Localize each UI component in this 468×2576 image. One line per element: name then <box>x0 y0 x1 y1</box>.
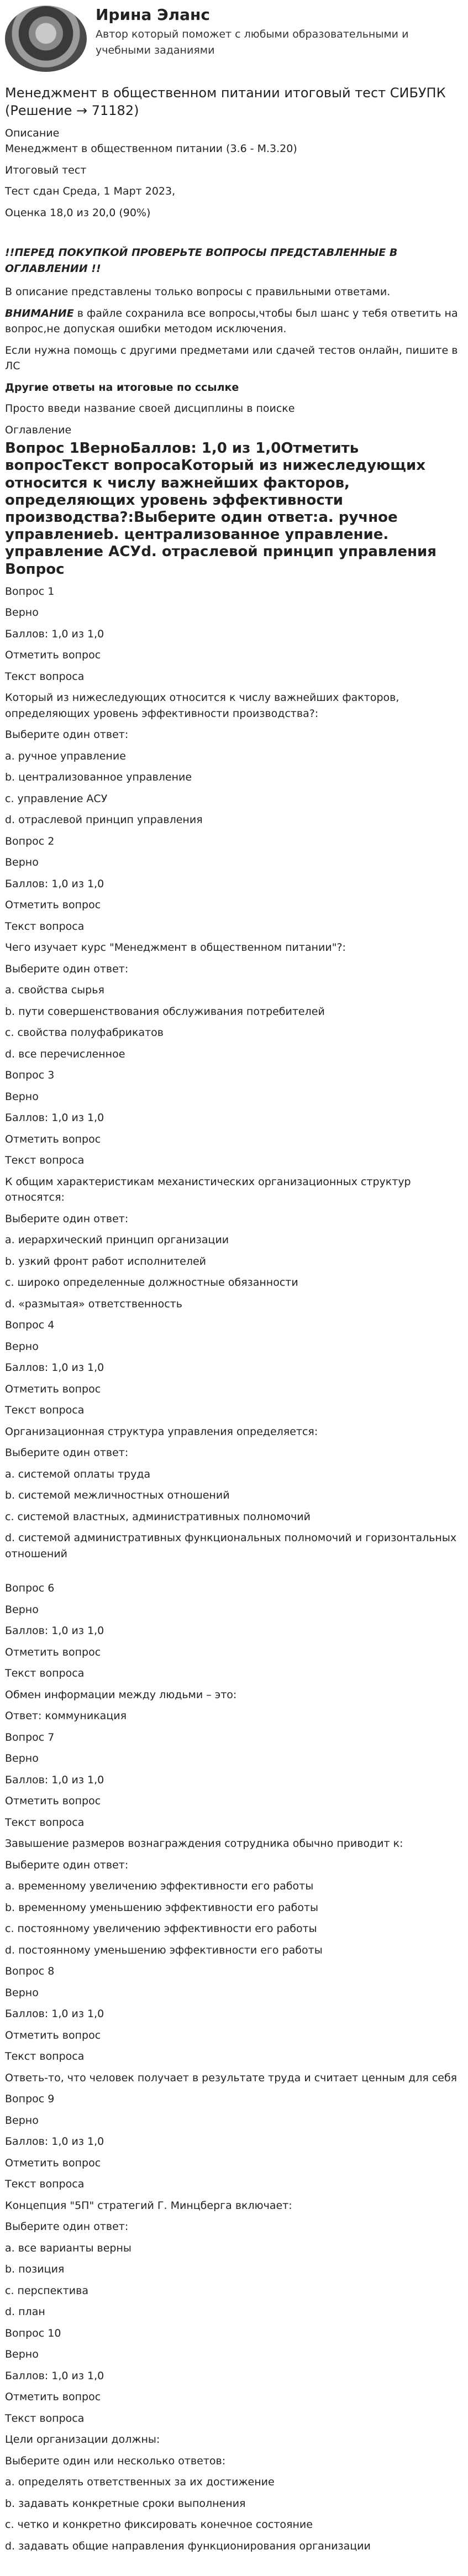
question-line: Верно <box>5 856 39 869</box>
question-line: b. позиция <box>5 2263 65 2276</box>
question-line: Выберите один ответ: <box>5 962 129 975</box>
question-line: d. план <box>5 2306 45 2318</box>
other-answers-link[interactable]: Другие ответы на итоговые по ссылке <box>5 381 239 394</box>
questions-list <box>5 584 462 2554</box>
question-line: d. системой административных функциональных полномочий и горизонтальных отношений <box>5 1532 457 1560</box>
question-line: b. узкий фронт работ исполнителей <box>5 1255 207 1268</box>
question-line: Вопрос 10 <box>5 2327 61 2339</box>
question-line: Баллов: 1,0 из 1,0 <box>5 1625 104 1637</box>
question-line: Верно <box>5 2348 39 2361</box>
question-line: Текст вопроса <box>5 1404 85 1417</box>
test-grade: Оценка 18,0 из 20,0 (90%) <box>5 206 151 219</box>
question-line: Текст вопроса <box>5 2412 85 2425</box>
question-line: Вопрос 4 <box>5 1319 55 1332</box>
question-block <box>5 1580 462 1724</box>
question-line: b. пути совершенствования обслуживания потребителей <box>5 1005 325 1018</box>
question-line: Вопрос 2 <box>5 835 55 847</box>
question-line: Вопрос 6 <box>5 1582 55 1595</box>
test-name: Итоговый тест <box>5 164 87 176</box>
question-line: c. четко и конкретно фиксировать конечное состояние <box>5 2519 313 2531</box>
question-line: К общим характеристикам механистических организационных структур относятся: <box>5 1175 411 1204</box>
attention-text: в файле сохранила все вопросы,чтобы был шанс у тебя ответить на вопрос,не допуская ошибки методом исключения. <box>5 307 458 336</box>
question-block <box>5 1730 462 1959</box>
question-line: a. определять ответственных за их достижение <box>5 2476 275 2489</box>
question-line: Верно <box>5 1090 39 1103</box>
question-line: a. временному увеличению эффективности его работы <box>5 1880 314 1893</box>
question-line: Отметить вопрос <box>5 2391 101 2404</box>
question-line: Отметить вопрос <box>5 1133 101 1145</box>
question-line: d. отраслевой принцип управления <box>5 814 203 826</box>
question-line: Текст вопроса <box>5 2050 85 2063</box>
question-line: Текст вопроса <box>5 670 85 683</box>
question-line: c. широко определенные должностные обязанности <box>5 1276 298 1289</box>
author-card <box>5 6 462 75</box>
question-line: d. все перечисленное <box>5 1048 125 1060</box>
question-line: Верно <box>5 1603 39 1616</box>
help-note: Если нужна помощь с другими предметами или сдачей тестов онлайн, пишите в ЛС <box>5 344 458 373</box>
question-line: Вопрос 7 <box>5 1731 55 1743</box>
question-line: a. ручное управление <box>5 750 126 762</box>
question-line: c. свойства полуфабрикатов <box>5 1027 164 1039</box>
question-line: Баллов: 1,0 из 1,0 <box>5 2135 104 2148</box>
question-line: Ответь-то, что человек получает в результате труда и считает ценным для себя <box>5 2071 458 2084</box>
question-line: Цели организации должны: <box>5 2433 160 2446</box>
question-line: Отметить вопрос <box>5 1383 101 1395</box>
question-line: Текст вопроса <box>5 1816 85 1829</box>
test-submitted: Тест сдан Среда, 1 Март 2023, <box>5 185 176 198</box>
question-line: Выберите один ответ: <box>5 1858 129 1871</box>
question-line: Верно <box>5 1340 39 1353</box>
description-value: Менеджмент в общественном питании (3.6 - М.3.20) <box>5 143 297 155</box>
question-block <box>5 584 462 828</box>
question-line: Текст вопроса <box>5 920 85 933</box>
question-line: Отметить вопрос <box>5 649 101 662</box>
question-line: Выберите один ответ: <box>5 729 129 741</box>
question-line: Обмен информации между людьми – это: <box>5 1688 237 1701</box>
question-line: Вопрос 9 <box>5 2093 55 2106</box>
question-line: Который из нижеследующих относится к числу важнейших факторов, определяющих уровень эффективности производства?: <box>5 692 399 720</box>
page-title: Менеджмент в общественном питании итоговый тест СИБУПК (Решение → 71182) <box>5 85 446 119</box>
question-line: Организационная структура управления определяется: <box>5 1425 318 1438</box>
question-line: Текст вопроса <box>5 2178 85 2191</box>
attention-note <box>5 306 462 337</box>
question-line: d. «размытая» ответственность <box>5 1297 182 1310</box>
question-line: Баллов: 1,0 из 1,0 <box>5 2369 104 2382</box>
question-line: b. системой межличностных отношений <box>5 1489 230 1502</box>
question-line: Завышение размеров вознаграждения сотрудника обычно приводит к: <box>5 1837 403 1850</box>
question-line: Отметить вопрос <box>5 899 101 912</box>
spacer <box>5 226 462 245</box>
search-hint: Просто введи название своей дисциплины в поиске <box>5 402 295 415</box>
author-name[interactable]: Ирина Эланс <box>96 6 210 24</box>
question-line: Вопрос 8 <box>5 1965 55 1978</box>
question-line: Отметить вопрос <box>5 1795 101 1808</box>
question-line: Текст вопроса <box>5 1154 85 1167</box>
question-line: Верно <box>5 1752 39 1765</box>
question-line: a. все варианты верны <box>5 2242 132 2254</box>
question-line: d. задавать общие направления функционирования организации <box>5 2540 371 2552</box>
question-line: Выберите один ответ: <box>5 1212 129 1225</box>
question-block <box>5 834 462 1062</box>
question-line: Верно <box>5 1986 39 1999</box>
question-line: c. постоянному увеличению эффективности его работы <box>5 1923 317 1935</box>
question-line: Чего изучает курс "Менеджмент в общественном питании"?: <box>5 941 346 954</box>
question-line: a. системой оплаты труда <box>5 1468 151 1480</box>
question-line: c. перспектива <box>5 2284 88 2297</box>
question-line: Ответ: коммуникация <box>5 1710 127 1722</box>
question-line: Баллов: 1,0 из 1,0 <box>5 1362 104 1374</box>
question-block <box>5 1067 462 1312</box>
author-info <box>96 6 427 59</box>
question-line: Выберите один или несколько ответов: <box>5 2454 226 2467</box>
question-line: b. временному уменьшению эффективности его работы <box>5 1901 319 1914</box>
question-line: Концепция "5П" стратегий Г. Минцберга включает: <box>5 2199 292 2212</box>
question-line: Текст вопроса <box>5 1667 85 1680</box>
question-line: Баллов: 1,0 из 1,0 <box>5 877 104 890</box>
warning-text: !!ПЕРЕД ПОКУПКОЙ ПРОВЕРЬТЕ ВОПРОСЫ ПРЕДСТАВЛЕННЫЕ В ОГЛАВЛЕНИИ !! <box>5 247 398 275</box>
question-line: Верно <box>5 606 39 619</box>
question-line: Верно <box>5 2114 39 2127</box>
question-line: Баллов: 1,0 из 1,0 <box>5 2008 104 2020</box>
toc-label: Оглавление <box>5 423 72 436</box>
attention-word: ВНИМАНИЕ <box>5 307 74 320</box>
question-line: a. иерархический принцип организации <box>5 1234 229 1247</box>
question-line: Выберите один ответ: <box>5 2221 129 2233</box>
question-line: b. задавать конкретные сроки выполнения <box>5 2497 246 2510</box>
author-description: Автор который поможет с любыми образовательными и учебными заданиями <box>96 28 409 57</box>
question-line: a. свойства сырья <box>5 984 104 997</box>
question-line: Отметить вопрос <box>5 2029 101 2041</box>
question-block <box>5 2091 462 2320</box>
question-line: c. системой властных, административных полномочий <box>5 1510 311 1523</box>
question-line: c. управление АСУ <box>5 792 108 805</box>
only-correct-note: В описание представлены только вопросы с правильными ответами. <box>5 286 391 299</box>
question-block <box>5 1317 462 1562</box>
question-block <box>5 2326 462 2554</box>
question-line: Отметить вопрос <box>5 2156 101 2169</box>
toc-heading: Вопрос 1ВерноБаллов: 1,0 из 1,0Отметить вопросТекст вопросаКоторый из нижеследующих относится к числу важнейших факторов, определяющих уровень эффективности производства?:Выберите один ответ:a. ручное управлениеb. централизованное управление. управление АСУd. отраслевой принцип управления Вопрос <box>5 440 437 578</box>
question-line: Вопрос 1 <box>5 585 55 598</box>
question-line: Выберите один ответ: <box>5 1447 129 1459</box>
question-line: Баллов: 1,0 из 1,0 <box>5 627 104 640</box>
question-line: Вопрос 3 <box>5 1069 55 1082</box>
question-block <box>5 1964 462 2086</box>
description-label: Описание <box>5 127 60 139</box>
question-line: Баллов: 1,0 из 1,0 <box>5 1112 104 1124</box>
question-line: b. централизованное управление <box>5 771 192 784</box>
question-line: Отметить вопрос <box>5 1646 101 1658</box>
question-line: Баллов: 1,0 из 1,0 <box>5 1773 104 1786</box>
avatar[interactable] <box>5 6 87 72</box>
question-line: d. постоянному уменьшению эффективности его работы <box>5 1944 323 1956</box>
